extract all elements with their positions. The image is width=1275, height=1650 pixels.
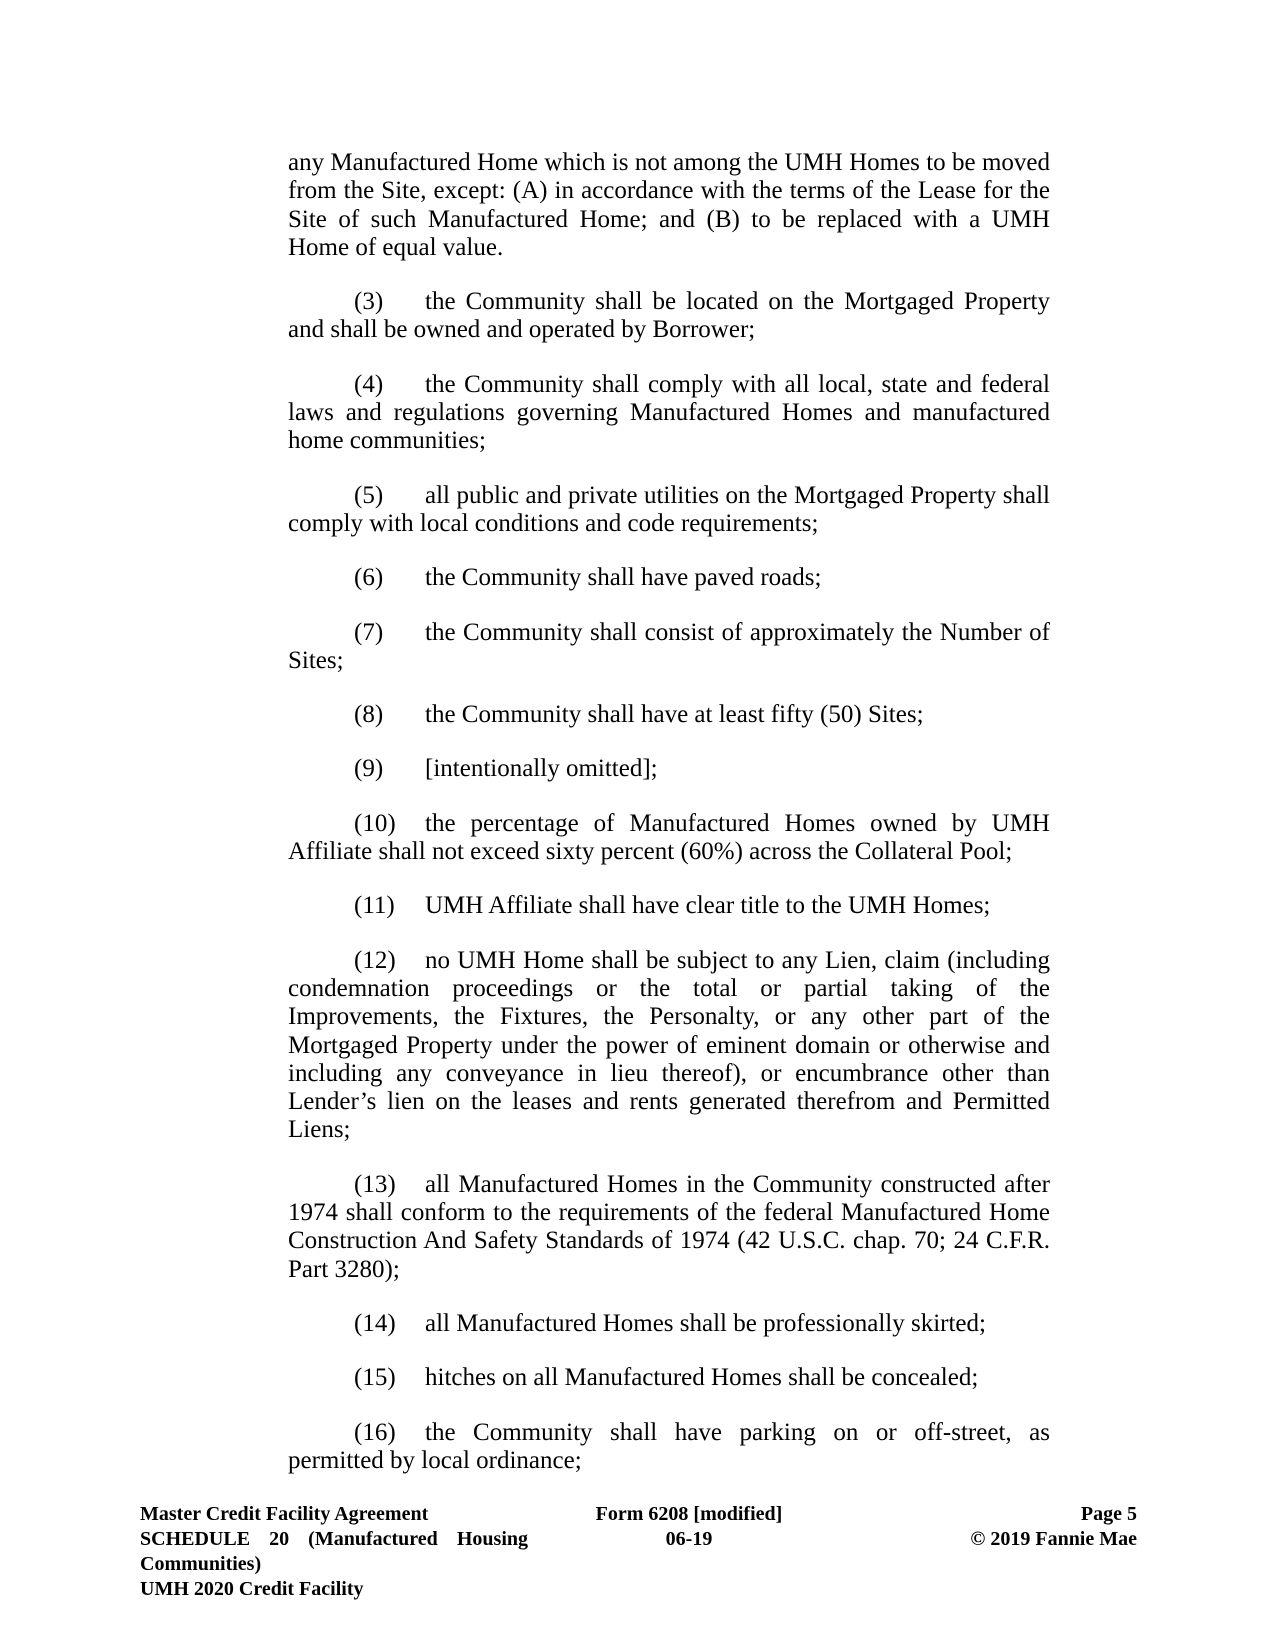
paragraph-text: no UMH Home shall be subject to any Lien, claim (including condemnation proceedings or the total or partial taking of the Improvements, the Fixtures, the Personalty, or any other part of the Mortgaged Property under the power of eminent domain or otherwise and including any conveyance in lieu thereof), or encumbrance other than Lender’s lien on the leases and rents generated therefrom and Permitted Liens; — [288, 946, 1050, 1144]
paragraph-text: the Community shall have paved roads; — [425, 564, 822, 592]
footer-facility-name: UMH 2020 Credit Facility — [140, 1578, 364, 1600]
paragraph-number: (4) — [354, 370, 384, 398]
paragraph-6 — [288, 564, 1050, 592]
paragraph-16 — [288, 1419, 1050, 1476]
footer-form-date: 06-19 — [665, 1528, 713, 1550]
footer-schedule-title: SCHEDULE 20 (Manufactured Housing Communities) — [140, 1528, 528, 1575]
paragraph-9 — [288, 755, 1050, 783]
paragraph-10 — [288, 810, 1050, 867]
paragraph-continuation: any Manufactured Home which is not among the UMH Homes to be moved from the Site, except: (A) in accordance with the terms of the Lease for the Site of such Manufactured Home; and (B) to be replaced with a UMH Home of equal value. — [288, 149, 1050, 261]
footer-center-column — [539, 1502, 839, 1552]
paragraph-number: (5) — [354, 481, 384, 509]
paragraph-12 — [288, 947, 1050, 1145]
paragraph-15 — [288, 1364, 1050, 1392]
paragraph-number: (9) — [354, 755, 384, 783]
document-body — [288, 149, 1050, 1501]
paragraph-text: the Community shall consist of approximately the Number of Sites; — [288, 618, 1050, 674]
paragraph-text: UMH Affiliate shall have clear title to the UMH Homes; — [425, 892, 991, 920]
paragraph-text: the Community shall have at least fifty (50) Sites; — [425, 701, 924, 729]
paragraph-14 — [288, 1310, 1050, 1338]
paragraph-text: all Manufactured Homes shall be professionally skirted; — [425, 1309, 986, 1337]
paragraph-5 — [288, 482, 1050, 539]
footer-page-number: Page 5 — [1080, 1503, 1137, 1525]
paragraph-number: (11) — [354, 892, 395, 920]
paragraph-7 — [288, 619, 1050, 676]
paragraph-13 — [288, 1171, 1050, 1284]
paragraph-text: [intentionally omitted]; — [425, 755, 658, 783]
paragraph-text: hitches on all Manufactured Homes shall be concealed; — [425, 1364, 979, 1392]
paragraph-11 — [288, 892, 1050, 920]
paragraph-number: (10) — [354, 809, 396, 837]
paragraph-number: (3) — [354, 288, 384, 316]
paragraph-number: (13) — [354, 1170, 396, 1198]
paragraph-number: (15) — [354, 1364, 396, 1392]
paragraph-number: (6) — [354, 564, 384, 592]
paragraph-number: (8) — [354, 701, 384, 729]
footer-document-title: Master Credit Facility Agreement — [140, 1503, 429, 1525]
footer-form-number: Form 6208 [modified] — [595, 1503, 783, 1525]
paragraph-number: (14) — [354, 1309, 396, 1337]
page-footer — [140, 1502, 1137, 1612]
paragraph-number: (16) — [354, 1418, 396, 1446]
paragraph-text: the Community shall have parking on or off-street, as permitted by local ordinance; — [288, 1418, 1050, 1474]
paragraph-8 — [288, 701, 1050, 729]
paragraph-3 — [288, 288, 1050, 345]
paragraph-text: the percentage of Manufactured Homes owned by UMH Affiliate shall not exceed sixty percent (60%) across the Collateral Pool; — [288, 809, 1050, 866]
paragraph-text: all Manufactured Homes in the Community constructed after 1974 shall conform to the requirements of the federal Manufactured Home Construction And Safety Standards of 1974 (42 U.S.C. chap. 70; 24 C.F.R. Part 3280); — [288, 1170, 1050, 1283]
paragraph-number: (7) — [354, 618, 384, 646]
footer-left-column — [140, 1502, 528, 1602]
footer-right-column — [970, 1502, 1137, 1552]
paragraph-text: all public and private utilities on the Mortgaged Property shall comply with local conditions and code requirements; — [288, 481, 1050, 537]
paragraph-text: the Community shall comply with all local, state and federal laws and regulations governing Manufactured Homes and manufactured home communities; — [288, 370, 1050, 455]
paragraph-4 — [288, 371, 1050, 456]
footer-copyright: © 2019 Fannie Mae — [970, 1528, 1137, 1550]
paragraph-text: the Community shall be located on the Mortgaged Property and shall be owned and operated by Borrower; — [288, 288, 1050, 344]
paragraph-number: (12) — [354, 946, 396, 974]
